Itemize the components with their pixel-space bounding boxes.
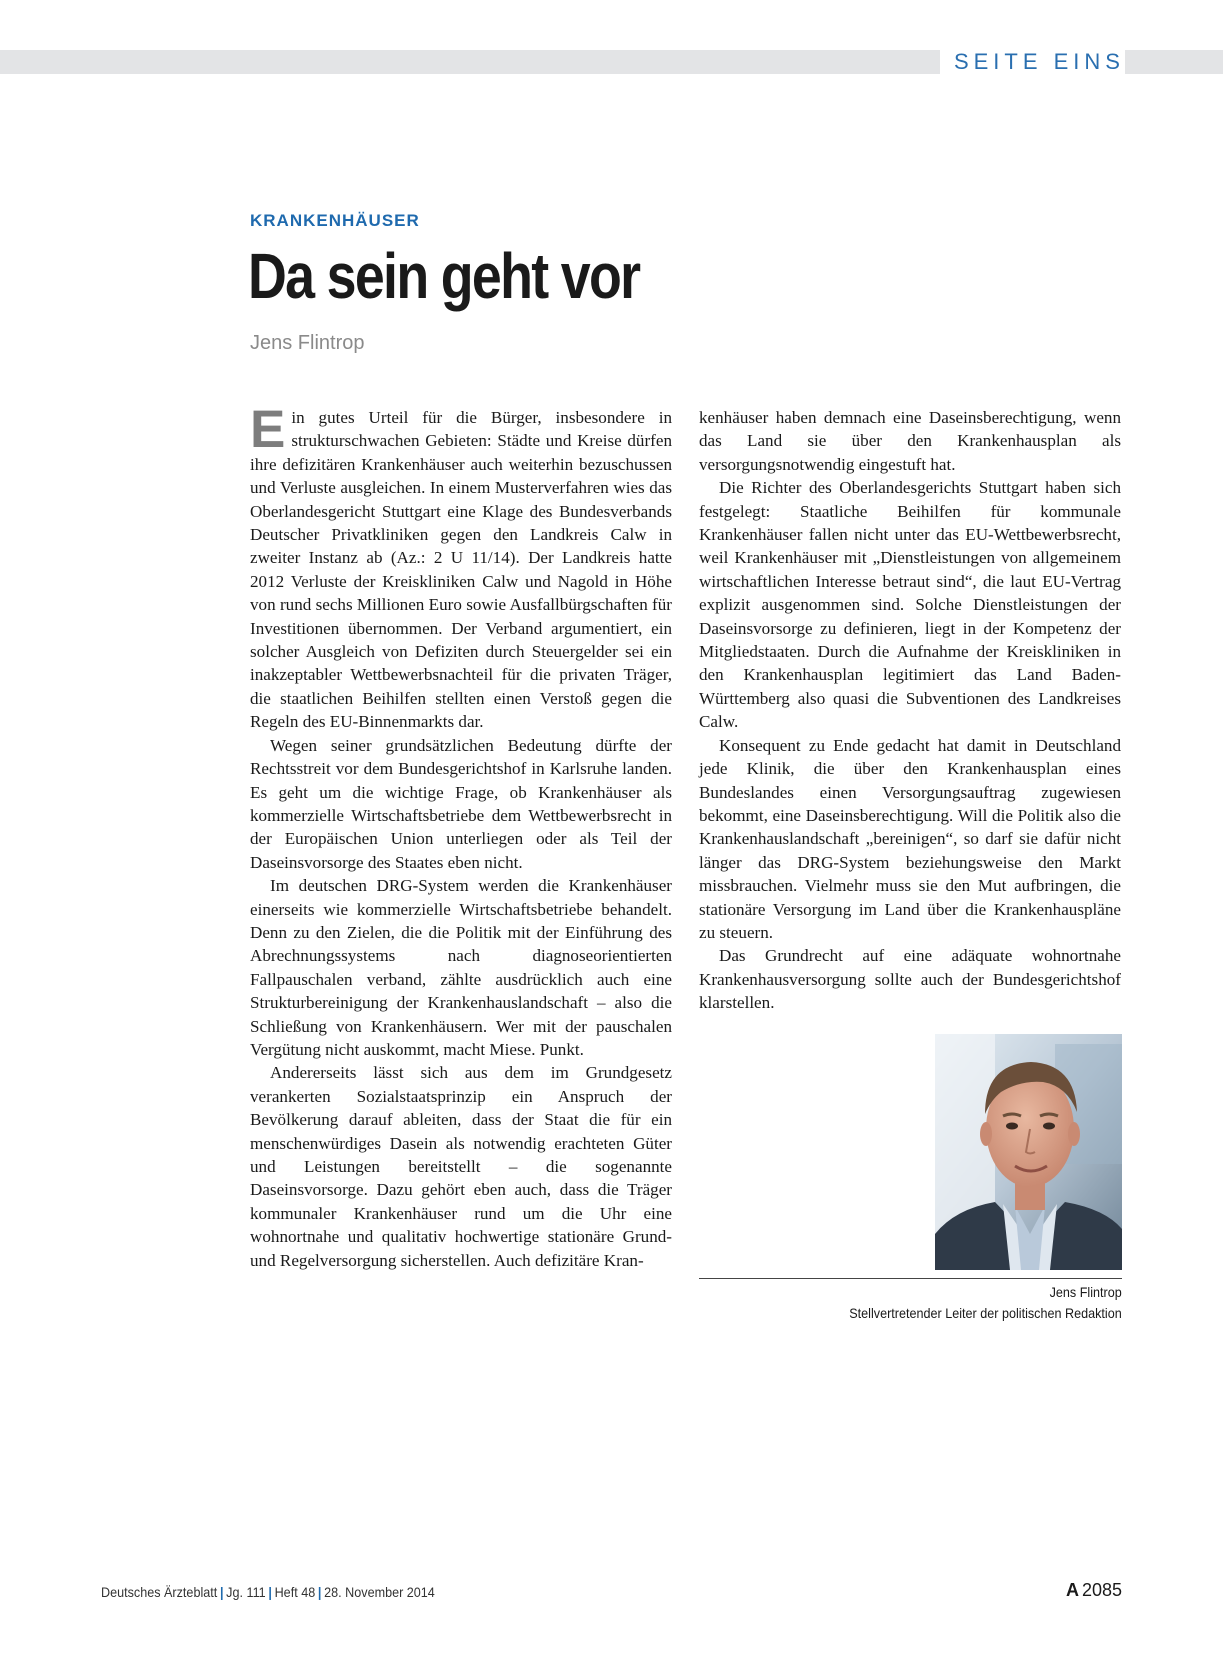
caption-divider [699, 1278, 1122, 1279]
article-title: Da sein geht vor [248, 240, 640, 312]
footer-volume: Jg. 111 [226, 1584, 266, 1600]
article-paragraph: Konsequent zu Ende gedacht hat damit in Deutschland jede Klinik, die über den Krankenhausplan eines Bundeslandes einen Versorgungsauftrag zugewiesen bekommt, eine Daseinsberechtigung. Will die Politik also die Krankenhauslandschaft „bereinigen“, so darf sie dafür nicht länger das DRG-System beziehungsweise den Markt missbrauchen. Vielmehr muss sie den Mut aufbringen, die stationäre Versorgung im Land über die Krankenhauspläne zu steuern. [699, 735, 1121, 942]
photo-caption [819, 1282, 1122, 1324]
article-author: Jens Flintrop [250, 332, 365, 354]
article-paragraph: Die Richter des Oberlandesgerichts Stuttgart haben sich festgelegt: Staatliche Beihilfen für kommunale Krankenhäuser fallen nicht unter das EU-Wettbewerbsrecht, weil Krankenhäuser mit „Dienstleistungen von allgemeinem wirtschaftlichen Interesse betraut sind“, die laut EU-Vertrag explizit ausgenommen sind. Solche Dienstleistungen der Daseinsvorsorge zu definieren, liegt in der Kompetenz der Mitgliedstaaten. Durch die Aufnahme der Kreiskliniken in den Krankenhausplan legitimiert das Land Baden-Württemberg also quasi die Subventionen des Landkreises Calw. [699, 478, 1121, 732]
caption-name: Jens Flintrop [1049, 1284, 1122, 1300]
footer-issue: Heft 48 [274, 1584, 316, 1600]
footer-separator: | [317, 1584, 322, 1600]
author-portrait [935, 1034, 1122, 1270]
article-paragraph: Das Grundrecht auf eine adäquate wohnortnahe Krankenhausversorgung sollte auch der Bundesgerichtshof klarstellen. [699, 946, 1121, 1013]
section-label: SEITE EINS [940, 50, 1125, 74]
page-number [1066, 1580, 1122, 1601]
article-kicker: KRANKENHÄUSER [250, 211, 420, 230]
article-paragraph: Wegen seiner grundsätzlichen Bedeutung dürfte der Rechtsstreit vor dem Bundesgerichtshof in Karlsruhe landen. Es geht um die wichtige Frage, ob Krankenhäuser als kommerzielle Wirtschaftsbetriebe dem Wettbewerbsrecht in der Europäischen Union unterliegen oder als Teil der Daseinsvorsorge des Staates eben nicht. [250, 735, 672, 872]
footer-separator: | [219, 1584, 224, 1600]
footer-date: 28. November 2014 [324, 1584, 435, 1600]
caption-role: Stellvertretender Leiter der politischen Redaktion [849, 1305, 1122, 1321]
article-paragraph: Andererseits lässt sich aus dem im Grundgesetz verankerten Sozialstaatsprinzip ein Anspruch der Bevölkerung darauf ableiten, dass der Staat die für ein menschenwürdiges Dasein als notwendig erachteten Güter und Leistungen bereitstellt – die sogenannte Daseinsvorsorge. Dazu gehört eben auch, dass die Träger kommunaler Krankenhäuser rund um die Uhr eine wohnortnahe und qualitativ hochwertige stationäre Grund- und Regelversorgung sicherstellen. Auch defizitäre Kran- [250, 1063, 672, 1270]
article-column-left [250, 400, 672, 1272]
paragraph-text: in gutes Urteil für die Bürger, insbesondere in strukturschwachen Gebieten: Städte und Kreise dürfen ihre defizitären Krankenhäuser auch weiterhin bezuschussen und Verluste ausgleichen. In einem Musterverfahren wies das Oberlandesgericht Stuttgart eine Klage des Bundesverbands Deutscher Privatkliniken gegen den Landkreis Calw in zweiter Instanz ab (Az.: 2 U 11/14). Der Landkreis hatte 2012 Verluste der Kreiskliniken Calw und Nagold in Höhe von rund sechs Millionen Euro sowie Ausfallbürgschaften für Investitionen übernommen. Der Verband argumentiert, ein solcher Ausgleich von Defiziten durch Steuergelder sei ein inakzeptabler Wettbewerbsnachteil für die privaten Träger, die staatlichen Beihilfen stellten einen Verstoß gegen die Regeln des EU-Binnenmarkts dar. [250, 408, 672, 732]
article-paragraph: kenhäuser haben demnach eine Daseinsberechtigung, wenn das Land sie über den Krankenhausplan als versorgungsnotwendig eingestuft hat. [699, 408, 1121, 474]
drop-cap: E [250, 400, 286, 459]
article-paragraph: Im deutschen DRG-System werden die Krankenhäuser einerseits wie kommerzielle Wirtschaftsbetriebe behandelt. Denn zu den Zielen, die die Politik mit der Einführung des Abrechnungssystems nach diagnoseorientierten Fallpauschalen verband, zählte ausdrücklich auch eine Strukturbereinigung der Krankenhauslandschaft – also die Schließung von Krankenhäusern. Wer mit der pauschalen Vergütung nicht auskommt, macht Miese. Punkt. [250, 876, 672, 1059]
page-footer [101, 1584, 435, 1600]
page-number-value: 2085 [1081, 1580, 1122, 1600]
article-column-right [699, 406, 1121, 1015]
page-prefix: A [1065, 1580, 1079, 1600]
article-paragraph [250, 400, 672, 734]
footer-separator: | [268, 1584, 272, 1600]
footer-journal: Deutsches Ärzteblatt [101, 1584, 218, 1600]
